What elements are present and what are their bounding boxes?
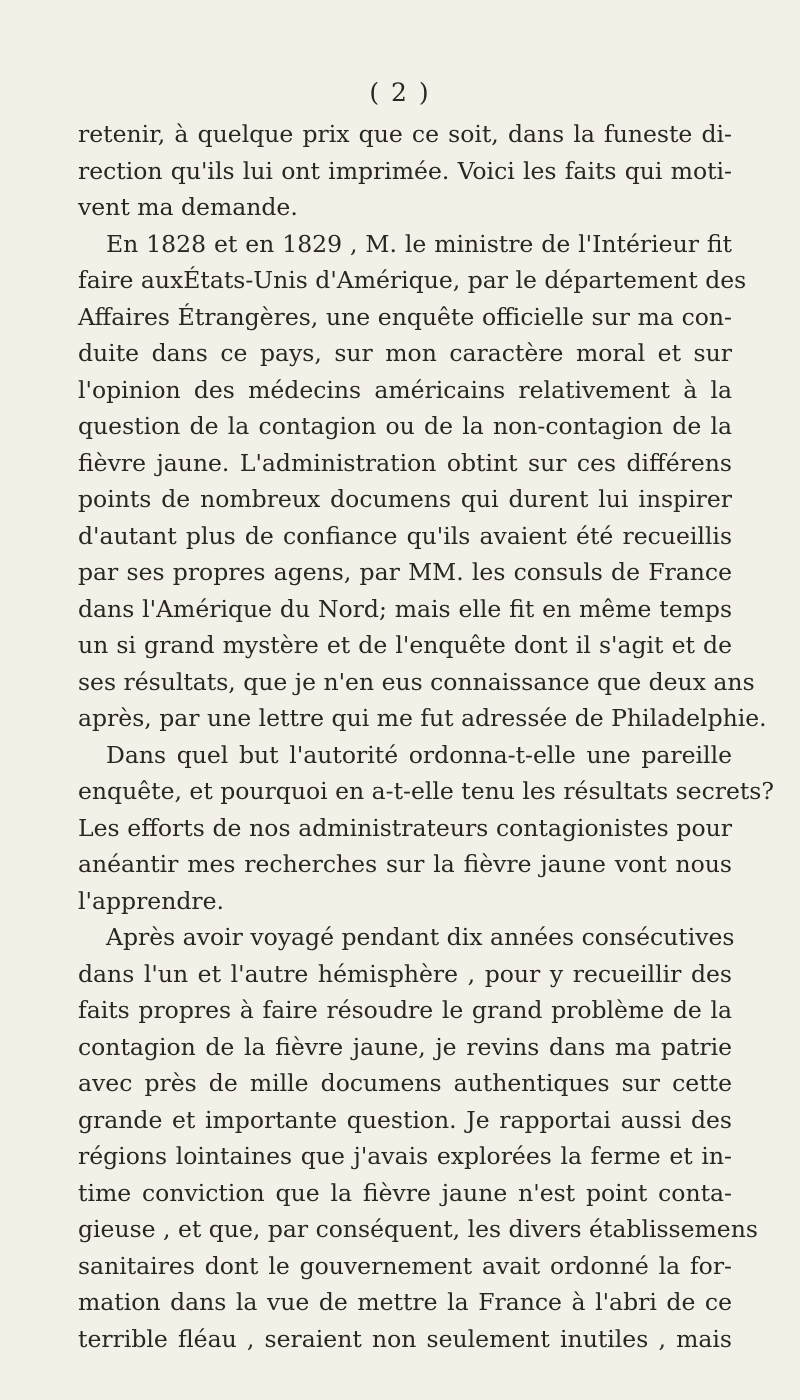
text-line-17: après, par une lettre qui me fut adressée de Philadelphie.	[78, 704, 767, 732]
text-line-1: retenir, à quelque prix que ce soit, dans la funeste di-	[78, 120, 732, 148]
text-line-26: contagion de la fièvre jaune, je revins dans ma patrie	[78, 1032, 732, 1061]
text-line-14: dans l'Amérique du Nord; mais elle fit en même temps	[78, 594, 732, 623]
text-line-32: sanitaires dont le gouvernement avait ordonné la for-	[78, 1251, 732, 1280]
page-number: ( 2 )	[369, 78, 431, 107]
text-line-12: d'autant plus de confiance qu'ils avaient été recueillis	[78, 521, 732, 550]
text-line-29: régions lointaines que j'avais explorées la ferme et in-	[78, 1142, 732, 1170]
text-line-30: time conviction que la fièvre jaune n'est point conta-	[78, 1178, 732, 1207]
body-text	[78, 116, 774, 1357]
text-line-22: l'apprendre.	[78, 886, 225, 915]
text-line-18: Dans quel but l'autorité ordonna-t-elle une pareille	[106, 740, 732, 769]
text-line-27: avec près de mille documens authentiques sur cette	[78, 1069, 732, 1097]
text-line-13: par ses propres agens, par MM. les consuls de France	[78, 558, 732, 586]
text-line-19: enquête, et pourquoi en a-t-elle tenu les résultats secrets?	[78, 777, 774, 805]
text-line-10: fièvre jaune. L'administration obtint sur ces différens	[78, 448, 732, 477]
text-line-33: mation dans la vue de mettre la France à l'abri de ce	[78, 1288, 732, 1316]
text-line-4: En 1828 et en 1829 , M. le ministre de l'Intérieur fit	[106, 229, 732, 258]
text-line-28: grande et importante question. Je rapportai aussi des	[78, 1105, 732, 1134]
text-line-16: ses résultats, que je n'en eus connaissance que deux ans	[78, 667, 755, 696]
text-line-9: question de la contagion ou de la non-contagion de la	[78, 412, 732, 440]
text-line-15: un si grand mystère et de l'enquête dont il s'agit et de	[78, 631, 732, 659]
text-line-3: vent ma demande.	[78, 193, 298, 221]
text-line-2: rection qu'ils lui ont imprimée. Voici les faits qui moti-	[78, 156, 732, 185]
text-line-31: gieuse , et que, par conséquent, les divers établissemens	[78, 1215, 758, 1243]
text-line-8: l'opinion des médecins américains relativement à la	[78, 375, 732, 404]
text-line-5: faire auxÉtats-Unis d'Amérique, par le département des	[78, 266, 747, 294]
text-line-21: anéantir mes recherches sur la fièvre jaune vont nous	[78, 850, 732, 878]
text-line-6: Affaires Étrangères, une enquête officielle sur ma con-	[78, 302, 732, 331]
text-line-24: dans l'un et l'autre hémisphère , pour y recueillir des	[78, 959, 732, 988]
text-line-25: faits propres à faire résoudre le grand problème de la	[78, 996, 732, 1024]
text-line-23: Après avoir voyagé pendant dix années consécutives	[106, 923, 735, 951]
text-line-20: Les efforts de nos administrateurs contagionistes pour	[78, 813, 732, 842]
text-line-11: points de nombreux documens qui durent lui inspirer	[78, 485, 732, 513]
text-line-7: duite dans ce pays, sur mon caractère moral et sur	[78, 339, 732, 367]
text-line-34: terrible fléau , seraient non seulement inutiles , mais	[78, 1324, 732, 1353]
